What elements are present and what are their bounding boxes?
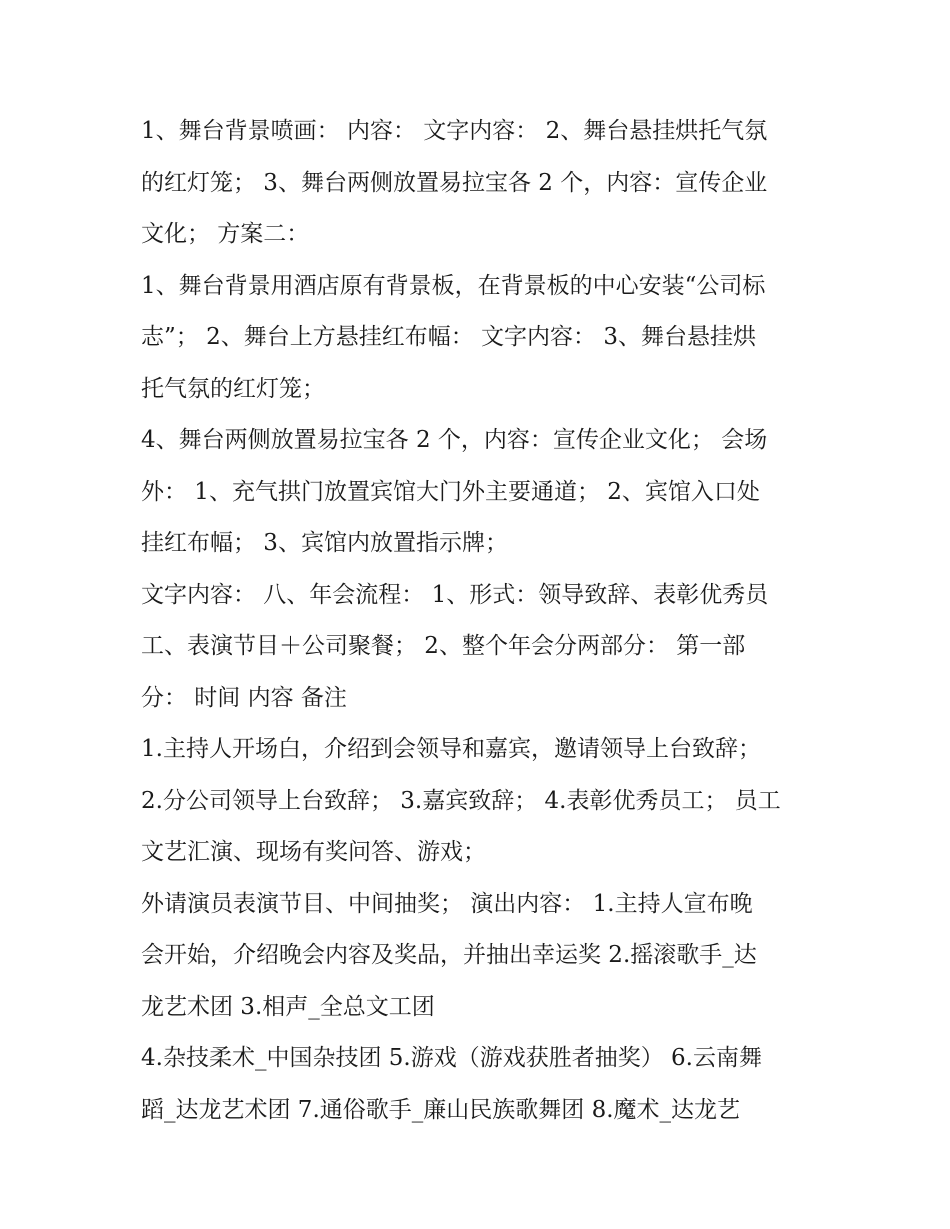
document-body bbox=[141, 106, 821, 1136]
text-line: 2.分公司领导上台致辞； 3.嘉宾致辞； 4.表彰优秀员工； 员工 bbox=[141, 787, 781, 814]
text-line: 外请演员表演节目、中间抽奖； 演出内容： 1.主持人宣布晚 bbox=[141, 890, 753, 917]
text-line: 1、舞台背景用酒店原有背景板，在背景板的中心安装“公司标 bbox=[141, 272, 766, 299]
text-line: 蹈_达龙艺术团 7.通俗歌手_廉山民族歌舞团 8.魔术_达龙艺 bbox=[141, 1096, 741, 1123]
text-line: 的红灯笼； 3、舞台两侧放置易拉宝各 2 个，内容：宣传企业 bbox=[141, 169, 768, 196]
text-line: 志”； 2、舞台上方悬挂红布幅： 文字内容： 3、舞台悬挂烘 bbox=[141, 324, 756, 350]
text-line: 外： 1、充气拱门放置宾馆大门外主要通道； 2、宾馆入口处 bbox=[141, 478, 760, 505]
text-line: 4.杂技柔术_中国杂技团 5.游戏（游戏获胜者抽奖） 6.云南舞 bbox=[141, 1045, 762, 1071]
text-line: 文艺汇演、现场有奖问答、游戏； bbox=[141, 839, 486, 865]
text-line: 4、舞台两侧放置易拉宝各 2 个，内容：宣传企业文化； 会场 bbox=[141, 427, 768, 453]
text-line: 龙艺术团 3.相声_全总文工团 bbox=[141, 993, 435, 1020]
text-line: 文字内容： 八、年会流程： 1、形式：领导致辞、表彰优秀员 bbox=[141, 581, 769, 608]
text-line: 工、表演节目＋公司聚餐； 2、整个年会分两部分： 第一部 bbox=[141, 633, 746, 659]
text-line: 1.主持人开场白，介绍到会领导和嘉宾，邀请领导上台致辞； bbox=[141, 736, 761, 762]
text-line: 分： 时间 内容 备注 bbox=[141, 684, 347, 711]
text-line: 托气氛的红灯笼； bbox=[141, 375, 325, 402]
text-line: 会开始，介绍晚会内容及奖品，并抽出幸运奖 2.摇滚歌手_达 bbox=[141, 942, 757, 968]
text-line: 挂红布幅； 3、宾馆内放置指示牌； bbox=[141, 530, 508, 556]
text-line: 文化； 方案二： bbox=[141, 221, 310, 247]
text-line: 1、舞台背景喷画： 内容： 文字内容： 2、舞台悬挂烘托气氛 bbox=[141, 118, 768, 144]
